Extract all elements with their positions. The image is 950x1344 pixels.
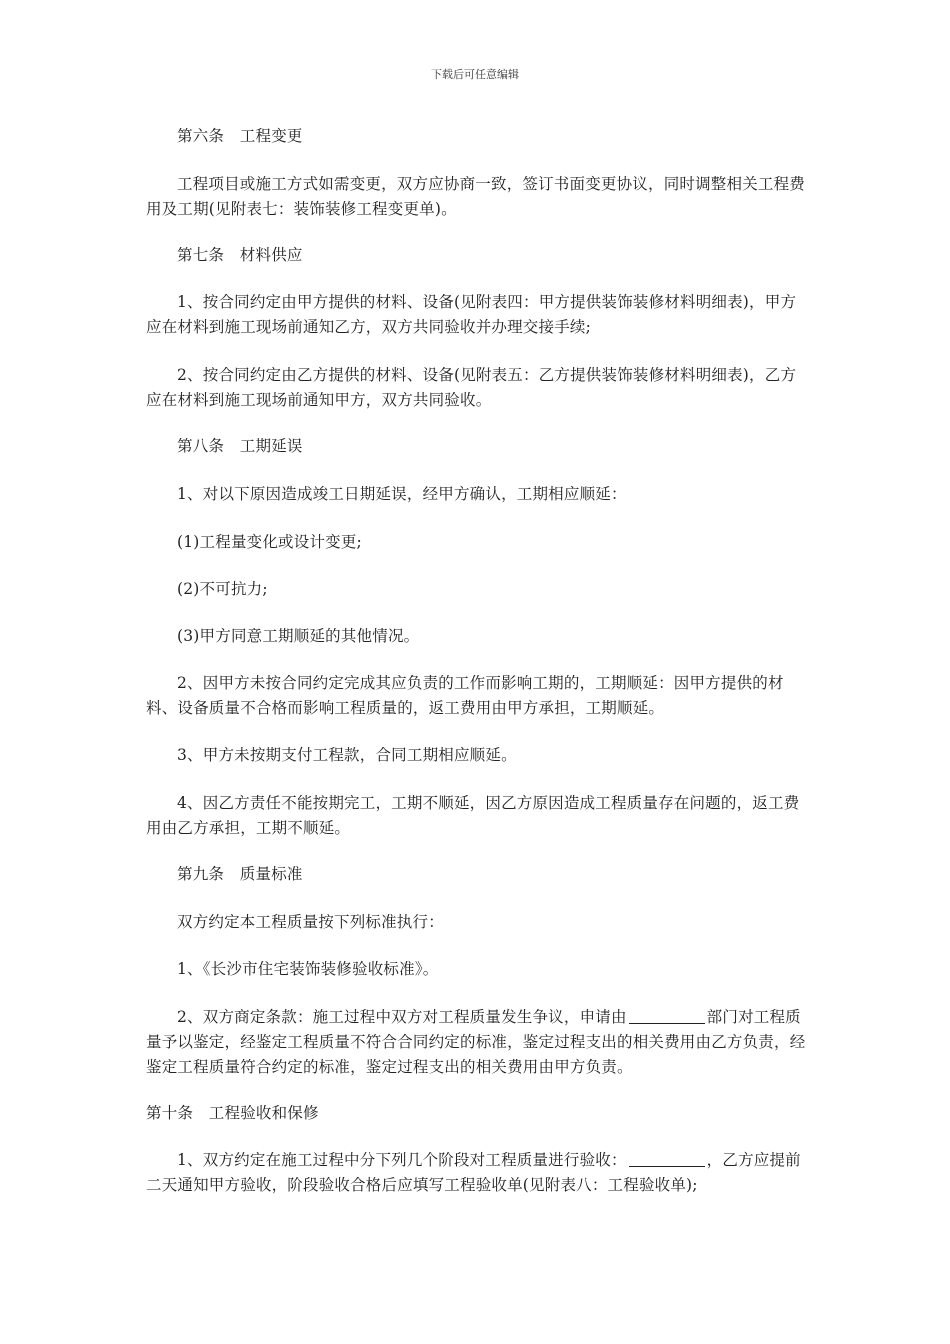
article-7-paragraph-2: 2、按合同约定由乙方提供的材料、设备(见附表五：乙方提供装饰装修材料明细表)，乙方应在材料到施工现场前通知甲方，双方共同验收。 — [146, 366, 797, 409]
article-8-paragraph-2: 2、因甲方未按合同约定完成其应负责的工作而影响工期的，工期顺延：因甲方提供的材料、设备质量不合格而影响工程质量的，返工费用由甲方承担，工期顺延。 — [146, 674, 784, 717]
article-6-paragraph-1: 工程项目或施工方式如需变更，双方应协商一致，签订书面变更协议，同时调整相关工程费用及工期(见附表七：装饰装修工程变更单)。 — [146, 175, 806, 218]
article-6-title: 第六条 工程变更 — [177, 127, 303, 145]
article-8-title: 第八条 工期延误 — [177, 437, 303, 455]
article-10-paragraph-1 — [146, 1148, 806, 1198]
article-10-paragraph-1-part-1: 1、双方约定在施工过程中分下列几个阶段对工程质量进行验收： — [177, 1151, 627, 1169]
article-8-paragraph-1: 1、对以下原因造成竣工日期延误，经甲方确认，工期相应顺延： — [177, 485, 627, 503]
article-7-paragraph-1: 1、按合同约定由甲方提供的材料、设备(见附表四：甲方提供装饰装修材料明细表)，甲方应在材料到施工现场前通知乙方，双方共同验收并办理交接手续; — [146, 293, 797, 336]
article-9-paragraph-1: 双方约定本工程质量按下列标准执行： — [177, 913, 444, 931]
article-9-title: 第九条 质量标准 — [177, 865, 303, 883]
article-10-paragraph-1-part-2: ，乙方应提前二天通知甲方验收，阶段验收合格后应填写工程验收单(见附表八：工程验收单); — [146, 1151, 801, 1194]
article-9-paragraph-2: 1、《长沙市住宅装饰装修验收标准》。 — [177, 960, 439, 978]
article-9-paragraph-3-part-1: 2、双方商定条款：施工过程中双方对工程质量发生争议，申请由 — [177, 1008, 627, 1026]
article-7-title: 第七条 材料供应 — [177, 246, 303, 264]
article-8-paragraph-3: 3、甲方未按期支付工程款，合同工期相应顺延。 — [177, 746, 517, 764]
article-8-item-3: (3)甲方同意工期顺延的其他情况。 — [177, 627, 420, 645]
article-10-title: 第十条 工程验收和保修 — [146, 1104, 319, 1122]
fill-in-blank-stages[interactable] — [629, 1150, 705, 1167]
article-8-item-2: (2)不可抗力; — [177, 580, 268, 598]
article-9-paragraph-3-part-2: 部门对工程质量予以鉴定，经鉴定工程质量不符合合同约定的标准，鉴定过程支出的相关费用由乙方负责，经鉴定工程质量符合约定的标准，鉴定过程支出的相关费用由甲方负责。 — [146, 1008, 806, 1076]
article-8-paragraph-4: 4、因乙方责任不能按期完工，工期不顺延，因乙方原因造成工程质量存在问题的，返工费用由乙方承担，工期不顺延。 — [146, 794, 800, 837]
article-9-paragraph-3 — [146, 1005, 806, 1080]
fill-in-blank-department[interactable] — [629, 1007, 705, 1024]
page-header: 下载后可任意编辑 — [431, 68, 519, 81]
article-8-item-1: (1)工程量变化或设计变更; — [177, 533, 362, 551]
